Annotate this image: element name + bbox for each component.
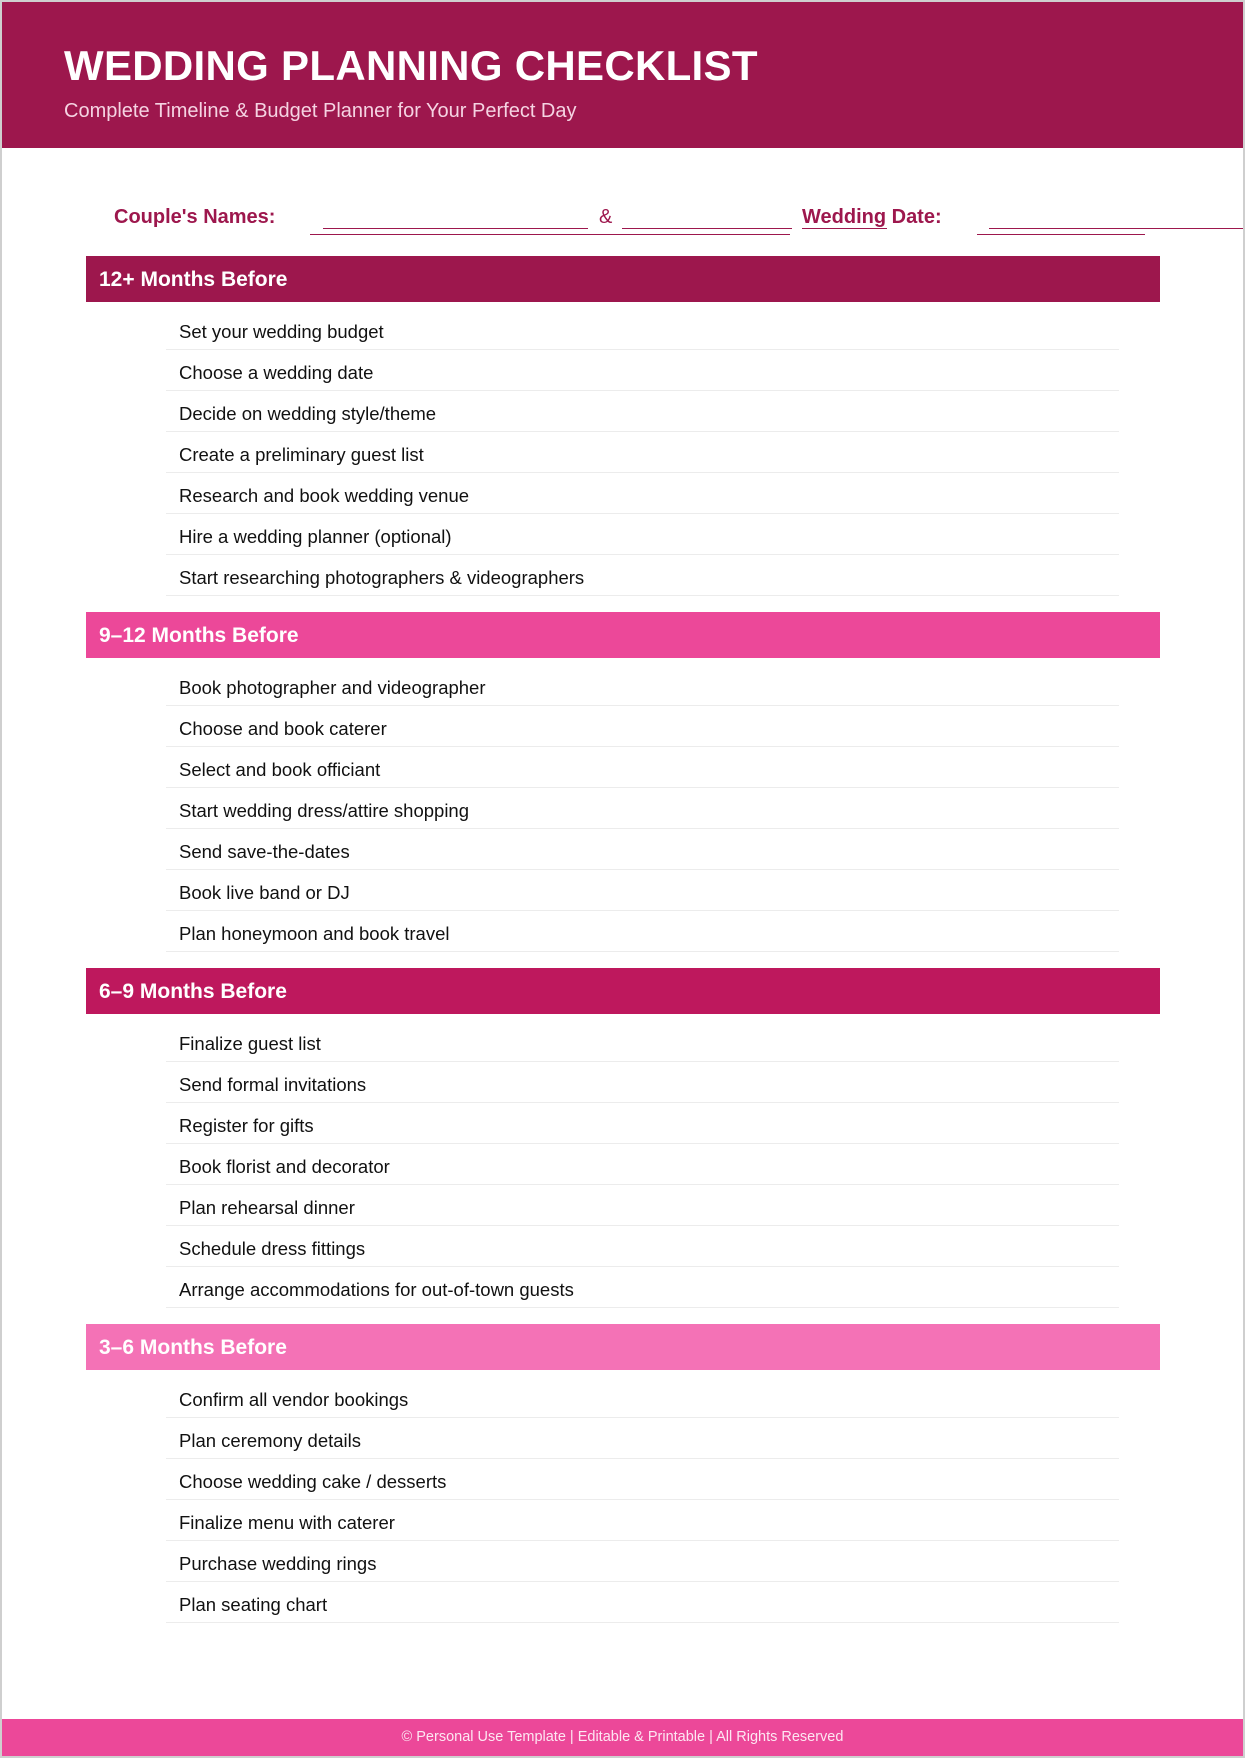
checklist-item-label: Research and book wedding venue [179, 485, 470, 506]
checklist-item[interactable] [166, 432, 1119, 473]
checklist-item[interactable] [166, 555, 1119, 596]
wedding-date-label: Wedding Date: [802, 206, 942, 228]
checklist-item-label: Book live band or DJ [179, 882, 350, 903]
checklist-item[interactable] [166, 1418, 1119, 1459]
section-items-3-6-months [166, 1377, 1119, 1623]
checklist-item[interactable] [166, 788, 1119, 829]
checklist-item-label: Send formal invitations [179, 1074, 367, 1095]
section-header-6-9-months [86, 968, 1160, 1014]
section-header-9-12-months [86, 612, 1160, 658]
checklist-item[interactable] [166, 1582, 1119, 1623]
checklist-item[interactable] [166, 1062, 1119, 1103]
section-title: 6–9 Months Before [99, 980, 287, 1003]
section-title: 12+ Months Before [99, 268, 288, 291]
checklist-item-label: Plan ceremony details [179, 1430, 362, 1451]
couple-names-underline [310, 234, 790, 235]
checklist-item[interactable] [166, 665, 1119, 706]
checklist-item-label: Plan honeymoon and book travel [179, 923, 450, 944]
checklist-item-label: Choose and book caterer [179, 718, 387, 739]
checklist-item-label: Plan seating chart [179, 1594, 328, 1615]
checklist-item-label: Create a preliminary guest list [179, 444, 424, 465]
checklist-item-label: Arrange accommodations for out-of-town guests [179, 1279, 574, 1300]
checklist-item[interactable] [166, 1267, 1119, 1308]
checklist-item[interactable] [166, 473, 1119, 514]
footer-text: © Personal Use Template | Editable & Printable | All Rights Reserved [401, 1729, 844, 1745]
page-subtitle: Complete Timeline & Budget Planner for Your Perfect Day [64, 100, 577, 122]
page-title: WEDDING PLANNING CHECKLIST [64, 42, 758, 89]
checklist-item[interactable] [166, 706, 1119, 747]
checklist-item-label: Choose wedding cake / desserts [179, 1471, 447, 1492]
checklist-item-label: Purchase wedding rings [179, 1553, 377, 1574]
checklist-item[interactable] [166, 1377, 1119, 1418]
wedding-date-field[interactable] [989, 228, 1243, 229]
checklist-item-label: Choose a wedding date [179, 362, 374, 383]
page-footer [2, 1719, 1243, 1756]
wedding-date-underline [977, 234, 1145, 235]
checklist-item-label: Book photographer and videographer [179, 677, 486, 698]
checklist-item[interactable] [166, 870, 1119, 911]
checklist-item[interactable] [166, 1103, 1119, 1144]
couple-info-fields [2, 192, 1243, 242]
checklist-item[interactable] [166, 1459, 1119, 1500]
checklist-item[interactable] [166, 391, 1119, 432]
checklist-item[interactable] [166, 1185, 1119, 1226]
checklist-item[interactable] [166, 911, 1119, 952]
checklist-item[interactable] [166, 747, 1119, 788]
checklist-item-label: Hire a wedding planner (optional) [179, 526, 452, 547]
wedding-date-label-underline [802, 228, 887, 229]
couple-names-label: Couple's Names: [114, 206, 276, 228]
section-items-12-plus-months [166, 309, 1119, 596]
checklist-item-label: Select and book officiant [179, 759, 381, 780]
section-title: 9–12 Months Before [99, 624, 299, 647]
checklist-item-label: Book florist and decorator [179, 1156, 390, 1177]
checklist-item[interactable] [166, 350, 1119, 391]
checklist-item-label: Register for gifts [179, 1115, 314, 1136]
checklist-item-label: Start researching photographers & videographers [179, 567, 585, 588]
partner-two-name-field[interactable] [622, 228, 792, 229]
checklist-item[interactable] [166, 1144, 1119, 1185]
checklist-item[interactable] [166, 829, 1119, 870]
checklist-item-label: Schedule dress fittings [179, 1238, 366, 1259]
checklist-item-label: Set your wedding budget [179, 321, 384, 342]
checklist-item[interactable] [166, 1226, 1119, 1267]
ampersand: & [599, 206, 613, 228]
checklist-item-label: Send save-the-dates [179, 841, 350, 862]
checklist-item-label: Decide on wedding style/theme [179, 403, 437, 424]
section-header-3-6-months [86, 1324, 1160, 1370]
checklist-item-label: Start wedding dress/attire shopping [179, 800, 470, 821]
checklist-item-label: Finalize guest list [179, 1033, 321, 1054]
checklist-item-label: Finalize menu with caterer [179, 1512, 395, 1533]
section-title: 3–6 Months Before [99, 1336, 287, 1359]
page-header [2, 2, 1243, 148]
checklist-item[interactable] [166, 309, 1119, 350]
checklist-item-label: Plan rehearsal dinner [179, 1197, 355, 1218]
checklist-item[interactable] [166, 1541, 1119, 1582]
section-items-6-9-months [166, 1021, 1119, 1308]
partner-one-name-field[interactable] [323, 228, 588, 229]
checklist-item[interactable] [166, 1500, 1119, 1541]
checklist-item[interactable] [166, 514, 1119, 555]
section-header-12-plus-months [86, 256, 1160, 302]
checklist-item[interactable] [166, 1021, 1119, 1062]
section-items-9-12-months [166, 665, 1119, 952]
checklist-item-label: Confirm all vendor bookings [179, 1389, 409, 1410]
